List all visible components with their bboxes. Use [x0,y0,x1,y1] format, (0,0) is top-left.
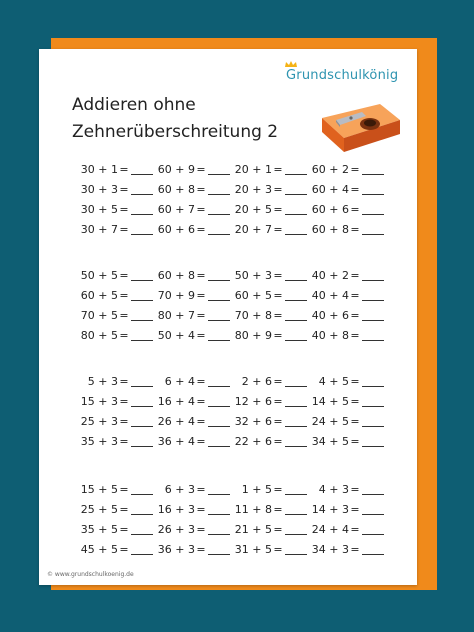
worksheet-title-line-1: Addieren ohne [72,95,196,115]
addition-expression: 40 + 2 [311,269,349,282]
answer-blank[interactable] [131,485,153,495]
addition-expression: 80 + 5 [80,329,118,342]
exercise-row [76,306,153,326]
exercise-row [76,160,153,180]
answer-blank[interactable] [362,525,384,535]
equals-sign: = [196,183,206,196]
exercise-row [76,520,153,540]
exercise-row [76,372,153,392]
answer-blank[interactable] [285,205,307,215]
addition-expression: 11 + 8 [234,503,272,516]
addition-expression: 24 + 5 [311,415,349,428]
answer-blank[interactable] [208,185,230,195]
exercise-column [230,372,307,452]
answer-blank[interactable] [285,485,307,495]
addition-expression: 70 + 8 [234,309,272,322]
equals-sign: = [196,523,206,536]
addition-expression: 50 + 4 [157,329,195,342]
addition-expression: 25 + 5 [80,503,118,516]
exercise-column [153,160,230,240]
exercise-row [230,540,307,560]
equals-sign: = [196,395,206,408]
equals-sign: = [273,329,283,342]
answer-blank[interactable] [131,331,153,341]
answer-blank[interactable] [131,205,153,215]
answer-blank[interactable] [131,525,153,535]
exercise-row [307,200,384,220]
addition-expression: 1 + 5 [241,483,272,496]
equals-sign: = [350,203,360,216]
answer-blank[interactable] [208,437,230,447]
exercise-row [76,200,153,220]
exercise-column [230,160,307,240]
equals-sign: = [119,309,129,322]
answer-blank[interactable] [131,397,153,407]
exercise-column [153,480,230,560]
answer-blank[interactable] [285,525,307,535]
addition-expression: 50 + 5 [80,269,118,282]
equals-sign: = [350,435,360,448]
equals-sign: = [196,329,206,342]
equals-sign: = [119,183,129,196]
equals-sign: = [350,269,360,282]
answer-blank[interactable] [208,485,230,495]
addition-expression: 34 + 3 [311,543,349,556]
equals-sign: = [119,483,129,496]
worksheet-title-line-2: Zehnerüberschreitung 2 [72,122,279,142]
equals-sign: = [273,483,283,496]
addition-expression: 15 + 5 [80,483,118,496]
answer-blank[interactable] [285,271,307,281]
addition-expression: 4 + 3 [318,483,349,496]
addition-expression: 15 + 3 [80,395,118,408]
equals-sign: = [196,483,206,496]
equals-sign: = [273,435,283,448]
exercise-row [230,412,307,432]
addition-expression: 60 + 4 [311,183,349,196]
answer-blank[interactable] [362,397,384,407]
exercise-column [230,266,307,346]
answer-blank[interactable] [131,377,153,387]
exercise-row [230,432,307,452]
exercise-row [307,160,384,180]
answer-blank[interactable] [208,165,230,175]
answer-blank[interactable] [208,397,230,407]
answer-blank[interactable] [208,331,230,341]
equals-sign: = [273,203,283,216]
exercise-row [76,392,153,412]
equals-sign: = [350,483,360,496]
exercise-row [230,392,307,412]
equals-sign: = [350,415,360,428]
addition-expression: 20 + 3 [234,183,272,196]
equals-sign: = [273,223,283,236]
equals-sign: = [119,269,129,282]
exercise-row [230,480,307,500]
equals-sign: = [196,269,206,282]
answer-blank[interactable] [208,377,230,387]
addition-expression: 60 + 8 [157,183,195,196]
exercise-row [153,220,230,240]
equals-sign: = [119,415,129,428]
answer-blank[interactable] [285,397,307,407]
pencil-sharpener-icon [318,98,404,154]
addition-expression: 36 + 4 [157,435,195,448]
answer-blank[interactable] [208,205,230,215]
addition-expression: 2 + 6 [241,375,272,388]
addition-expression: 34 + 5 [311,435,349,448]
answer-blank[interactable] [362,291,384,301]
equals-sign: = [273,415,283,428]
answer-blank[interactable] [208,311,230,321]
addition-expression: 60 + 6 [311,203,349,216]
addition-expression: 25 + 3 [80,415,118,428]
equals-sign: = [196,435,206,448]
answer-blank[interactable] [285,225,307,235]
addition-expression: 35 + 5 [80,523,118,536]
exercise-row [76,432,153,452]
equals-sign: = [350,309,360,322]
exercise-row [76,500,153,520]
equals-sign: = [119,223,129,236]
addition-expression: 30 + 3 [80,183,118,196]
equals-sign: = [196,415,206,428]
exercise-column [307,160,384,240]
exercise-row [153,480,230,500]
answer-blank[interactable] [285,291,307,301]
addition-expression: 30 + 1 [80,163,118,176]
equals-sign: = [273,183,283,196]
equals-sign: = [350,523,360,536]
addition-expression: 14 + 3 [311,503,349,516]
exercise-row [307,480,384,500]
addition-expression: 4 + 5 [318,375,349,388]
answer-blank[interactable] [131,271,153,281]
answer-blank[interactable] [362,225,384,235]
addition-expression: 14 + 5 [311,395,349,408]
equals-sign: = [273,523,283,536]
addition-expression: 24 + 4 [311,523,349,536]
exercise-row [230,180,307,200]
exercise-row [307,286,384,306]
equals-sign: = [119,503,129,516]
exercise-row [76,540,153,560]
addition-expression: 40 + 6 [311,309,349,322]
equals-sign: = [119,395,129,408]
answer-blank[interactable] [362,545,384,555]
exercise-row [307,266,384,286]
exercise-row [76,326,153,346]
addition-expression: 32 + 6 [234,415,272,428]
answer-blank[interactable] [285,165,307,175]
answer-blank[interactable] [131,225,153,235]
addition-expression: 36 + 3 [157,543,195,556]
addition-expression: 6 + 3 [164,483,195,496]
exercise-row [230,220,307,240]
answer-blank[interactable] [285,377,307,387]
answer-blank[interactable] [362,185,384,195]
equals-sign: = [350,183,360,196]
addition-expression: 40 + 4 [311,289,349,302]
addition-expression: 70 + 9 [157,289,195,302]
exercise-row [230,200,307,220]
answer-blank[interactable] [362,271,384,281]
equals-sign: = [119,523,129,536]
answer-blank[interactable] [362,165,384,175]
addition-expression: 22 + 6 [234,435,272,448]
exercise-row [153,392,230,412]
exercise-column [153,372,230,452]
exercise-row [76,286,153,306]
exercise-row [153,520,230,540]
exercise-row [230,326,307,346]
exercise-column [307,266,384,346]
answer-blank[interactable] [362,437,384,447]
answer-blank[interactable] [131,505,153,515]
answer-blank[interactable] [208,291,230,301]
equals-sign: = [350,223,360,236]
crown-icon [284,60,298,68]
exercise-row [153,412,230,432]
addition-expression: 16 + 3 [157,503,195,516]
addition-expression: 20 + 5 [234,203,272,216]
answer-blank[interactable] [362,331,384,341]
addition-expression: 21 + 5 [234,523,272,536]
exercise-row [230,500,307,520]
addition-expression: 26 + 3 [157,523,195,536]
addition-expression: 16 + 4 [157,395,195,408]
answer-blank[interactable] [285,417,307,427]
addition-expression: 20 + 1 [234,163,272,176]
exercise-column [307,480,384,560]
equals-sign: = [196,503,206,516]
answer-blank[interactable] [362,377,384,387]
exercise-row [307,306,384,326]
exercise-row [307,432,384,452]
answer-blank[interactable] [208,225,230,235]
exercise-row [307,392,384,412]
brand-logo-text: Grundschulkönig [286,68,399,83]
equals-sign: = [273,375,283,388]
answer-blank[interactable] [285,545,307,555]
answer-blank[interactable] [285,311,307,321]
exercise-row [76,180,153,200]
exercise-row [307,372,384,392]
exercise-column [307,372,384,452]
equals-sign: = [350,289,360,302]
exercise-row [307,412,384,432]
addition-expression: 60 + 9 [157,163,195,176]
equals-sign: = [119,543,129,556]
addition-expression: 20 + 7 [234,223,272,236]
exercise-row [153,180,230,200]
equals-sign: = [196,289,206,302]
addition-expression: 60 + 6 [157,223,195,236]
equals-sign: = [273,289,283,302]
exercise-row [230,160,307,180]
exercise-row [307,326,384,346]
answer-blank[interactable] [131,311,153,321]
equals-sign: = [273,163,283,176]
equals-sign: = [350,329,360,342]
addition-expression: 80 + 7 [157,309,195,322]
answer-blank[interactable] [362,417,384,427]
equals-sign: = [196,309,206,322]
addition-expression: 60 + 2 [311,163,349,176]
addition-expression: 35 + 3 [80,435,118,448]
exercise-row [230,266,307,286]
answer-blank[interactable] [362,205,384,215]
addition-expression: 60 + 5 [80,289,118,302]
equals-sign: = [196,375,206,388]
equals-sign: = [273,543,283,556]
exercise-column [153,266,230,346]
equals-sign: = [350,543,360,556]
equals-sign: = [119,163,129,176]
addition-expression: 30 + 5 [80,203,118,216]
exercise-row [76,412,153,432]
equals-sign: = [119,289,129,302]
equals-sign: = [350,503,360,516]
addition-expression: 60 + 8 [311,223,349,236]
equals-sign: = [273,503,283,516]
addition-expression: 45 + 5 [80,543,118,556]
exercise-row [153,266,230,286]
answer-blank[interactable] [208,525,230,535]
addition-expression: 60 + 5 [234,289,272,302]
answer-blank[interactable] [208,417,230,427]
equals-sign: = [196,543,206,556]
exercise-row [76,480,153,500]
exercise-row [153,372,230,392]
exercise-column [76,160,153,240]
equals-sign: = [196,223,206,236]
answer-blank[interactable] [285,505,307,515]
answer-blank[interactable] [208,271,230,281]
answer-blank[interactable] [208,545,230,555]
answer-blank[interactable] [362,485,384,495]
equals-sign: = [350,375,360,388]
equals-sign: = [196,163,206,176]
equals-sign: = [196,203,206,216]
addition-expression: 31 + 5 [234,543,272,556]
addition-expression: 60 + 8 [157,269,195,282]
answer-blank[interactable] [131,291,153,301]
answer-blank[interactable] [131,417,153,427]
equals-sign: = [119,435,129,448]
exercise-row [230,372,307,392]
exercise-row [307,500,384,520]
answer-blank[interactable] [131,437,153,447]
exercise-row [153,306,230,326]
exercise-row [230,306,307,326]
exercise-row [76,220,153,240]
answer-blank[interactable] [285,331,307,341]
exercise-row [153,286,230,306]
addition-expression: 5 + 3 [87,375,118,388]
equals-sign: = [119,329,129,342]
addition-expression: 12 + 6 [234,395,272,408]
exercise-row [307,520,384,540]
addition-expression: 30 + 7 [80,223,118,236]
exercise-row [153,200,230,220]
exercise-column [230,480,307,560]
exercise-row [76,266,153,286]
answer-blank[interactable] [362,505,384,515]
addition-expression: 60 + 7 [157,203,195,216]
answer-blank[interactable] [131,165,153,175]
exercise-column [76,480,153,560]
equals-sign: = [119,203,129,216]
exercise-row [230,286,307,306]
exercise-row [153,540,230,560]
exercise-row [307,540,384,560]
exercise-row [153,432,230,452]
addition-expression: 70 + 5 [80,309,118,322]
answer-blank[interactable] [285,437,307,447]
equals-sign: = [350,395,360,408]
equals-sign: = [350,163,360,176]
answer-blank[interactable] [131,185,153,195]
exercise-row [153,500,230,520]
exercise-column [76,372,153,452]
addition-expression: 40 + 8 [311,329,349,342]
exercise-row [153,326,230,346]
equals-sign: = [119,375,129,388]
addition-expression: 6 + 4 [164,375,195,388]
answer-blank[interactable] [362,311,384,321]
addition-expression: 80 + 9 [234,329,272,342]
footer-copyright: © www.grundschulkoenig.de [47,571,134,578]
exercise-row [230,520,307,540]
answer-blank[interactable] [131,545,153,555]
answer-blank[interactable] [208,505,230,515]
addition-expression: 50 + 3 [234,269,272,282]
exercise-row [153,160,230,180]
equals-sign: = [273,269,283,282]
exercise-row [307,180,384,200]
equals-sign: = [273,395,283,408]
exercise-column [76,266,153,346]
equals-sign: = [273,309,283,322]
addition-expression: 26 + 4 [157,415,195,428]
answer-blank[interactable] [285,185,307,195]
exercise-row [307,220,384,240]
